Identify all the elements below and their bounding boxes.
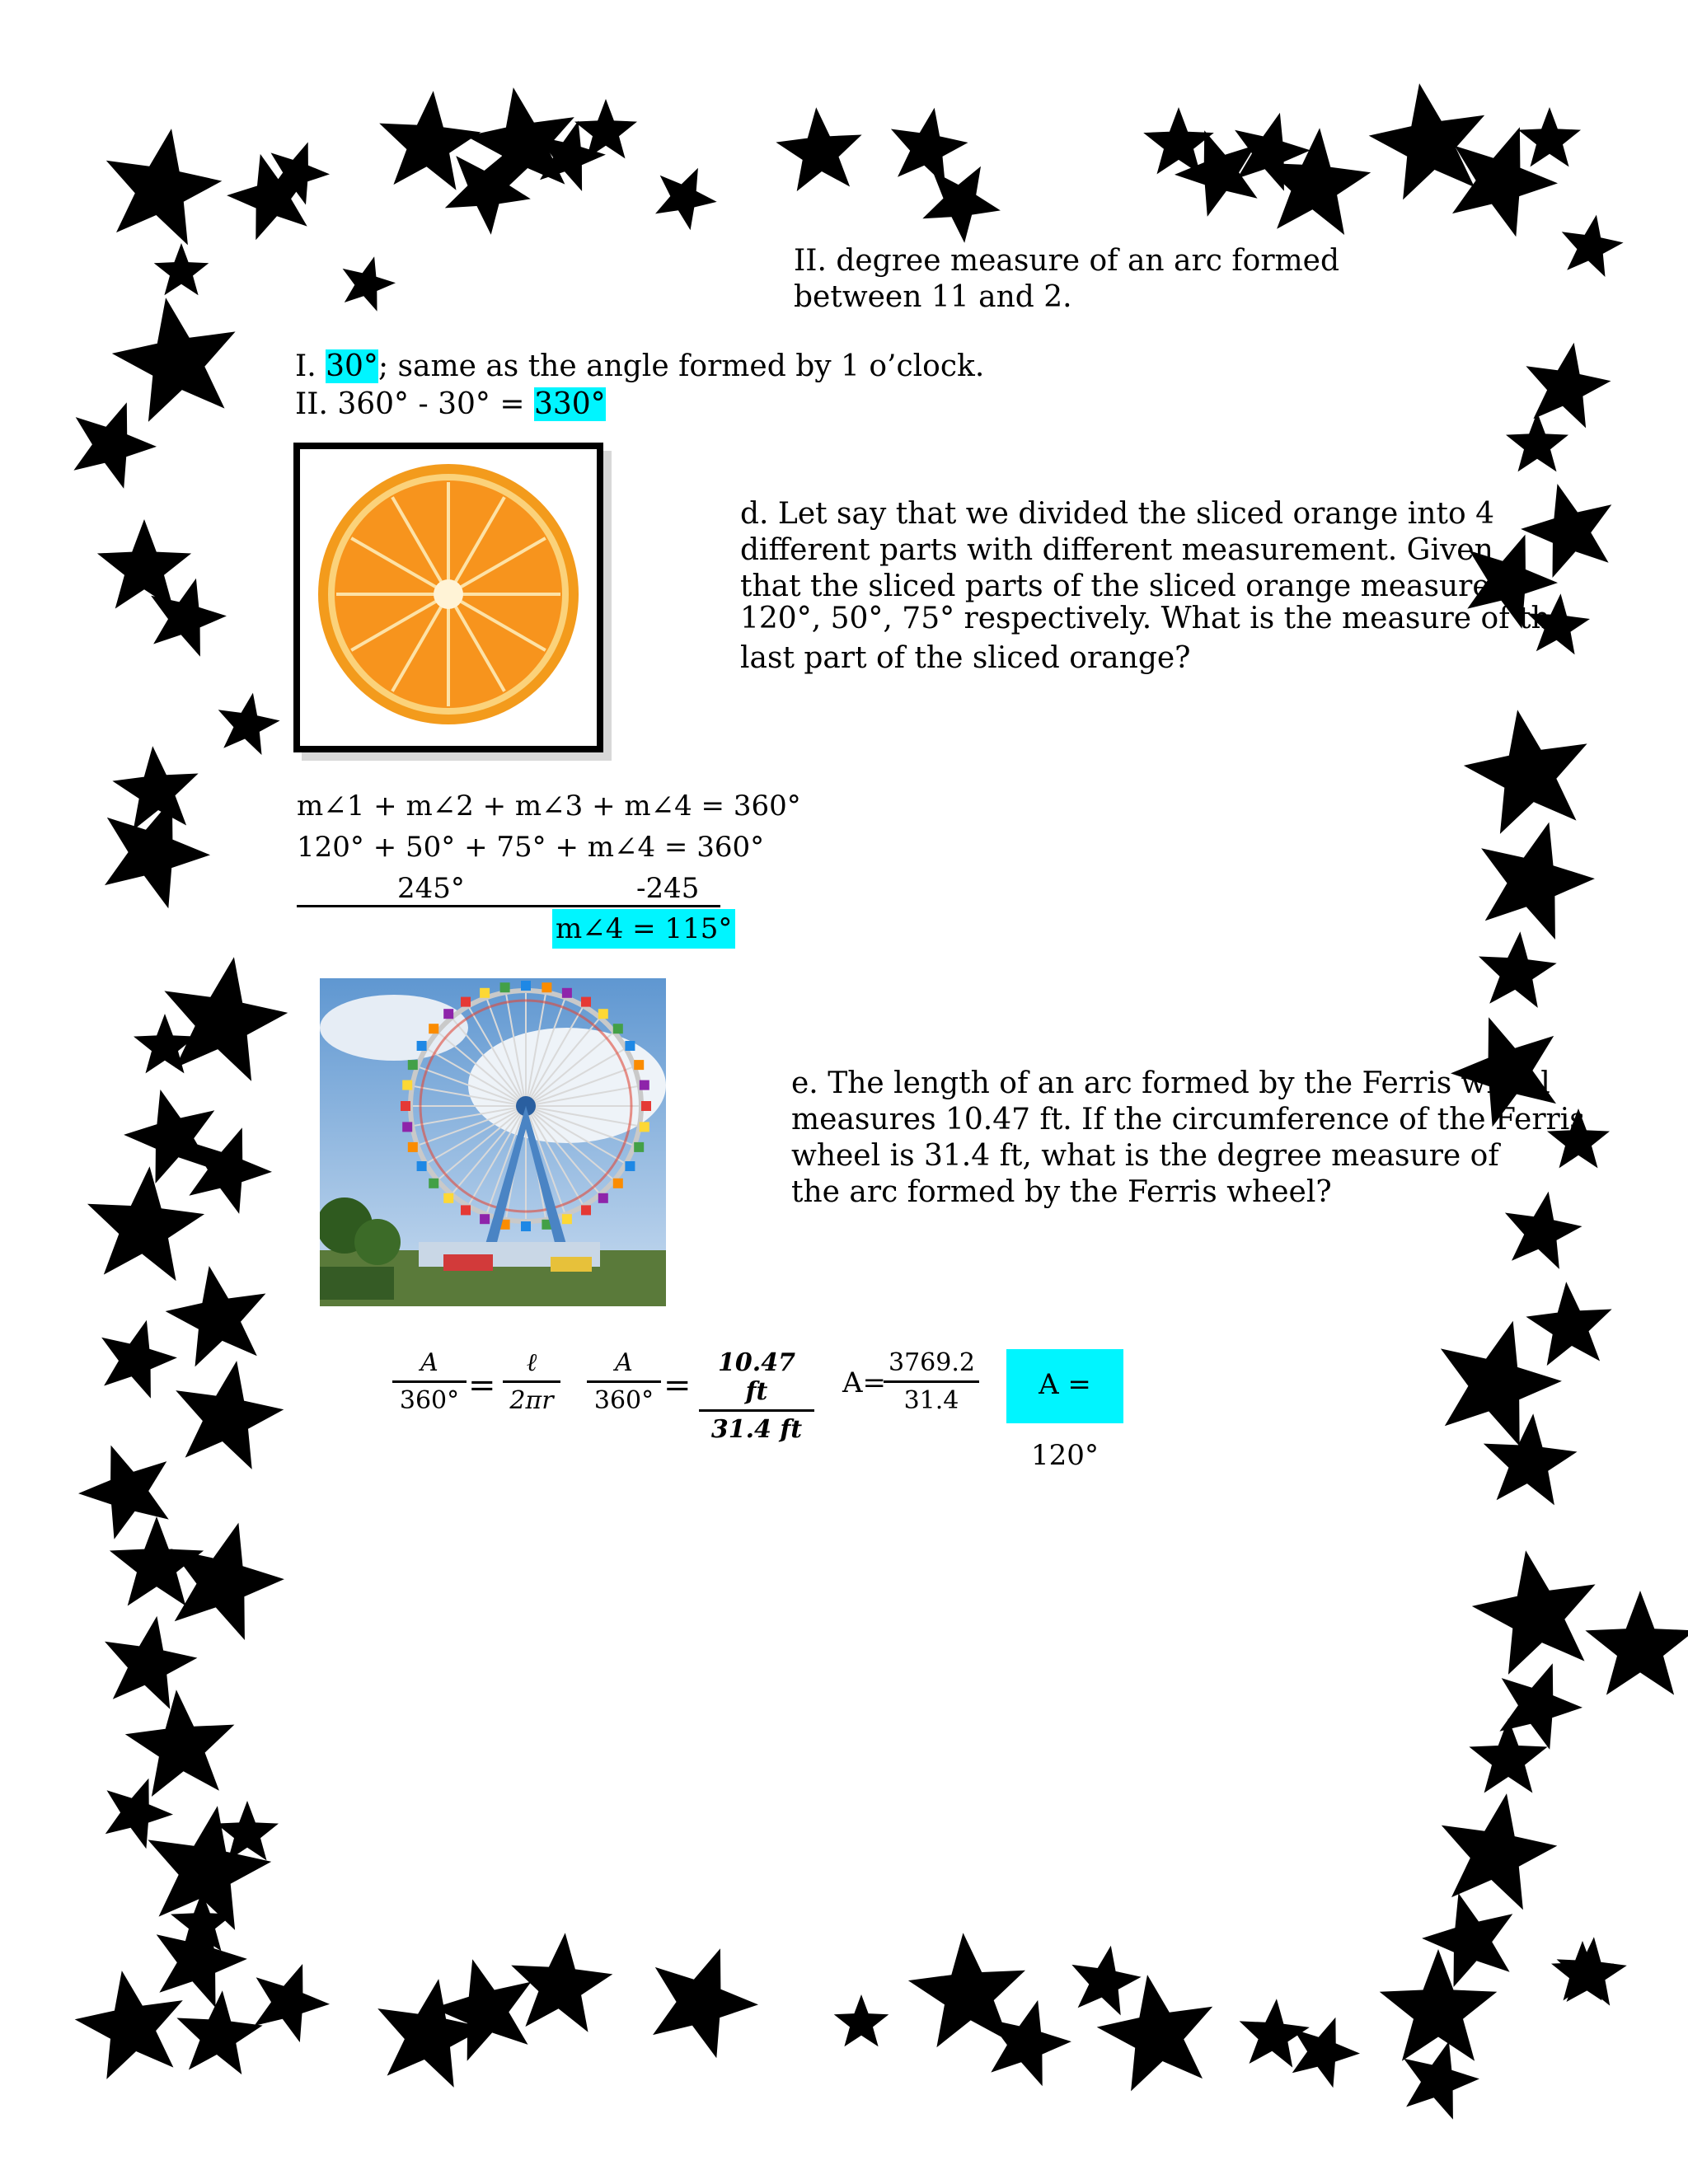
star-icon (189, 1127, 272, 1214)
question-e-line3: wheel is 31.4 ft, what is the degree measure of (791, 1139, 1499, 1173)
ferris-gondola (417, 1161, 427, 1171)
question-c-part2-line2: between 11 and 2. (794, 280, 1072, 314)
star-icon (1441, 1321, 1562, 1446)
ferris-gondola (408, 1060, 418, 1070)
solution-d-line2: 120° + 50° + 75° + m∠4 = 360° (297, 831, 765, 864)
answer-c-line2 (295, 387, 606, 423)
answer-c-line1 (295, 349, 984, 385)
star-icon (255, 1964, 331, 2042)
fraction3-denominator: 360° (593, 1386, 654, 1415)
ferris-wheel-image (320, 978, 666, 1306)
fraction2-denominator: 2πr (509, 1386, 554, 1415)
answer-30-highlight: 30° (326, 349, 378, 383)
ferris-gondola (598, 1193, 608, 1203)
ferris-gondola (500, 982, 510, 992)
star-icon (97, 519, 191, 609)
fraction2-numerator: ℓ (503, 1348, 560, 1383)
star-icon (87, 1166, 204, 1281)
ferris-gondola (402, 1122, 412, 1132)
ferris-gondola (562, 988, 572, 998)
ferris-gondola (480, 1214, 490, 1224)
ferris-gondola (613, 1179, 623, 1188)
ferris-gondola (640, 1122, 649, 1132)
ferris-gondola (408, 1142, 418, 1152)
ferris-gondola (640, 1080, 649, 1090)
ferris-gondola (480, 988, 490, 998)
question-d-line5: last part of the sliced orange? (740, 641, 1191, 675)
answer-330-highlight: 330° (533, 387, 606, 421)
ferris-gondola (634, 1142, 644, 1152)
star-icon (1472, 1550, 1596, 1675)
equals-sign-1: = (468, 1366, 496, 1404)
ferris-wheel-drawing (320, 978, 666, 1306)
ferris-gondola (401, 1101, 410, 1111)
question-d-line3: that the sliced parts of the sliced orange measure (740, 569, 1490, 603)
orange-slice-image (293, 443, 603, 752)
fraction5-numerator: 3769.2 (884, 1348, 979, 1383)
answer-120-highlight: A = 120° (1006, 1349, 1123, 1423)
star-icon (1518, 107, 1581, 166)
fraction-a-over-360 (392, 1348, 467, 1415)
ferris-gondola (641, 1101, 651, 1111)
fraction4-denominator: 31.4 ft (710, 1415, 803, 1444)
star-icon (176, 1990, 262, 2074)
answer-115-highlight: m∠4 = 115° (552, 909, 735, 949)
star-icon (105, 1616, 197, 1709)
star-icon (1484, 1413, 1578, 1505)
answer-c-text1: ; same as the angle formed by 1 o’clock. (377, 349, 985, 383)
star-icon (176, 1361, 284, 1469)
solution-d-line1: m∠1 + m∠2 + m∠3 + m∠4 = 360° (297, 790, 801, 823)
fraction1-numerator: A (392, 1348, 467, 1383)
fraction4-numerator: 10.47 ft (699, 1348, 814, 1412)
star-icon (1521, 484, 1611, 578)
fraction-a-over-360-second (587, 1348, 661, 1415)
ferris-gondola (581, 1205, 591, 1215)
star-icon (1505, 1192, 1582, 1269)
ferris-gondola (429, 1024, 438, 1033)
star-icon (1481, 823, 1595, 940)
star-icon (1369, 83, 1485, 199)
question-d-line1: d. Let say that we divided the sliced orange into 4 (740, 497, 1494, 531)
question-c-part2-line1: II. degree measure of an arc formed (794, 244, 1340, 278)
star-icon (73, 402, 157, 489)
answer-c-line2-prefix: II. 360° - 30° = (295, 387, 534, 421)
star-icon (1506, 412, 1568, 471)
ferris-gondola (625, 1161, 635, 1171)
star-icon (834, 1994, 889, 2046)
a-equals-label: A= (842, 1366, 887, 1399)
star-icon (171, 1523, 284, 1640)
star-icon (1526, 1282, 1611, 1366)
fraction-3769-over-31 (884, 1348, 979, 1415)
star-icon (511, 1933, 612, 2032)
star-icon (1380, 1949, 1498, 2061)
star-icon (922, 166, 1001, 243)
subtraction-rule (297, 905, 720, 907)
ferris-gondola (625, 1041, 635, 1051)
star-icon (164, 957, 288, 1081)
fraction-ell-over-2pir (503, 1348, 560, 1415)
ferris-gondola (417, 1041, 427, 1051)
star-icon (218, 693, 280, 755)
star-icon (105, 799, 210, 908)
star-icon (124, 1090, 214, 1183)
star-icon (1585, 1591, 1688, 1695)
star-icon (112, 746, 198, 830)
fraction3-numerator: A (587, 1348, 661, 1383)
star-icon (1526, 343, 1611, 429)
ferris-gondola (581, 997, 591, 1007)
solution-d-line3-left: 245° (397, 872, 465, 905)
ferris-gondola (461, 997, 471, 1007)
star-icon (112, 298, 236, 422)
star-icon (106, 1779, 173, 1849)
star-icon (154, 243, 209, 295)
ferris-gondola (613, 1024, 623, 1033)
stray-letter-e: e (198, 991, 216, 1023)
fraction1-denominator: 360° (399, 1386, 460, 1415)
equals-sign-2: = (663, 1366, 692, 1404)
star-icon (655, 168, 717, 231)
star-icon (653, 1948, 758, 2058)
star-icon (1442, 1793, 1558, 1910)
ferris-gondola (443, 1009, 453, 1019)
ferris-gondola (521, 981, 531, 991)
fraction5-denominator: 31.4 (903, 1386, 959, 1415)
question-e-line1: e. The length of an arc formed by the Ferris wheel (791, 1066, 1550, 1100)
ferris-gondola (562, 1214, 572, 1224)
star-icon (988, 2000, 1071, 2086)
ferris-gondola (429, 1179, 438, 1188)
question-d-line2: different parts with different measurement. Given (740, 533, 1493, 567)
star-icon (891, 108, 968, 185)
star-icon (125, 1690, 235, 1797)
star-icon (1464, 710, 1587, 834)
ferris-gondola (598, 1009, 608, 1019)
star-icon (1071, 1946, 1141, 2016)
ferris-gondola (542, 982, 551, 992)
ferris-gondola (443, 1193, 453, 1203)
star-icon (134, 1014, 196, 1073)
ferris-gondola (461, 1205, 471, 1215)
star-icon (101, 1320, 177, 1399)
fraction-arc-over-circumference (699, 1348, 814, 1444)
star-icon (343, 256, 396, 312)
star-icon (166, 1266, 266, 1366)
star-icon (106, 129, 222, 245)
question-e-line2: measures 10.47 ft. If the circumference of the Ferris (791, 1103, 1585, 1137)
ferris-gondola (402, 1080, 412, 1090)
roman-one: I. (295, 349, 316, 383)
ferris-gondola (634, 1060, 644, 1070)
solution-d-line3-right: -245 (636, 872, 700, 905)
star-icon (1562, 215, 1624, 277)
star-icon (776, 107, 861, 191)
orange-slice-drawing (300, 449, 597, 746)
question-e-line4: the arc formed by the Ferris wheel? (791, 1175, 1332, 1209)
star-icon (1479, 931, 1557, 1008)
ferris-gondola (521, 1221, 531, 1231)
question-d-line4: 120°, 50°, 75° respectively. What is the measure of the (740, 602, 1568, 635)
